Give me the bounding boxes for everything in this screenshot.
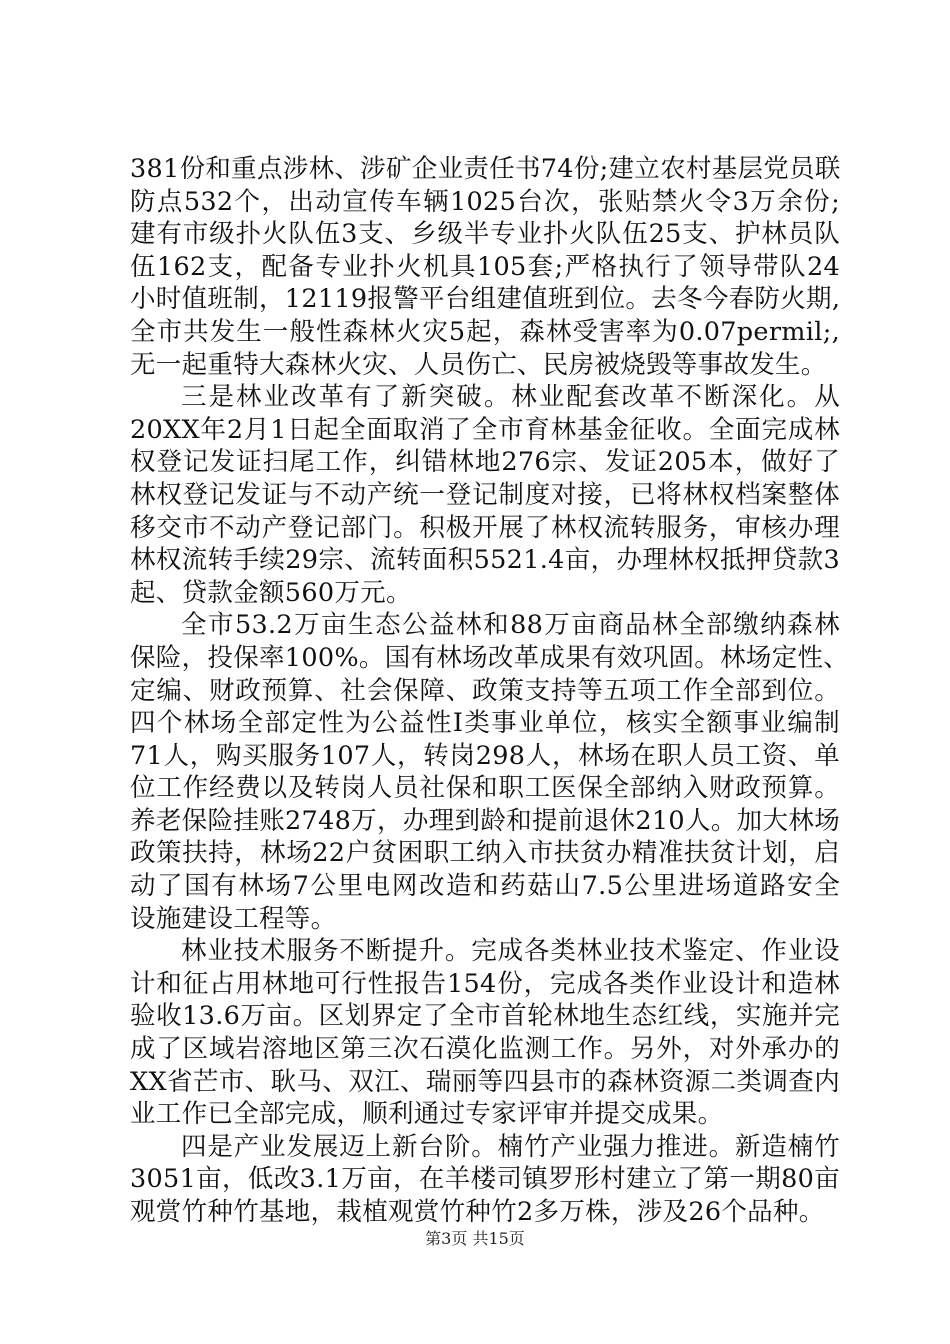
text-line: 起、贷款金额560万元。 — [130, 577, 412, 608]
text-line: 成了区域岩溶地区第三次石漠化监测工作。另外，对外承办的 — [130, 1034, 840, 1065]
text-line: 位工作经费以及转岗人员社保和职工医保全部纳入财政预算。 — [130, 773, 840, 804]
text-line: 三是林业改革有了新突破。林业配套改革不断深化。从 — [181, 382, 840, 413]
text-line: 政策扶持，林场22户贫困职工纳入市扶贫办精准扶贫计划，启 — [130, 838, 840, 869]
text-line: 动了国有林场7公里电网改造和药菇山7.5公里进场道路安全 — [130, 871, 840, 902]
text-line: 定编、财政预算、社会保障、政策支持等五项工作全部到位。 — [130, 675, 840, 706]
text-line: 四个林场全部定性为公益性Ⅰ类事业单位，核实全额事业编制 — [130, 708, 840, 739]
text-line: 林权登记发证与不动产统一登记制度对接，已将林权档案整体 — [130, 479, 840, 510]
paragraph — [130, 609, 850, 935]
paragraph — [130, 381, 840, 609]
text-line: 移交市不动产登记部门。积极开展了林权流转服务，审核办理 — [130, 512, 840, 543]
text-line: 验收13.6万亩。区划界定了全市首轮林地生态红线，实施并完 — [130, 1001, 840, 1032]
text-line: 观赏竹种竹基地，栽植观赏竹种竹2多万株，涉及26个品种。 — [130, 1197, 825, 1227]
text-line: 小时值班制，12119报警平台组建值班到位。去冬今春防火期, — [130, 284, 841, 315]
text-line: XX省芒市、耿马、双江、瑞丽等四县市的森林资源二类调查内 — [130, 1066, 840, 1097]
paragraph — [130, 153, 840, 381]
text-line: 计和征占用林地可行性报告154份，完成各类作业设计和造林 — [130, 968, 840, 999]
text-line: 全市共发生一般性森林火灾5起，森林受害率为0.07permil;, — [130, 316, 840, 347]
text-line: 3051亩，低改3.1万亩，在羊楼司镇罗形村建立了第一期80亩 — [130, 1164, 840, 1195]
text-line: 林业技术服务不断提升。完成各类林业技术鉴定、作业设 — [181, 936, 840, 967]
paragraph — [130, 1131, 840, 1229]
document-body — [130, 153, 850, 1229]
text-line: 381份和重点涉林、涉矿企业责任书74份;建立农村基层党员联 — [130, 154, 841, 184]
text-line: 建有市级扑火队伍3支、乡级半专业扑火队伍25支、护林员队 — [130, 219, 840, 250]
text-line: 防点532个，出动宣传车辆1025台次，张贴禁火令3万余份; — [130, 186, 840, 217]
text-line: 设施建设工程等。 — [130, 903, 337, 934]
text-line: 71人，购买服务107人，转岗298人，林场在职人员工资、单 — [130, 740, 840, 771]
text-line: 无一起重特大森林火灾、人员伤亡、民房被烧毁等事故发生。 — [130, 349, 827, 380]
text-line: 20XX年2月1日起全面取消了全市育林基金征收。全面完成林 — [130, 414, 840, 445]
text-line: 伍162支，配备专业扑火机具105套;严格执行了领导带队24 — [130, 251, 840, 282]
page-footer — [0, 1226, 950, 1249]
text-line: 全市53.2万亩生态公益林和88万亩商品林全部缴纳森林 — [181, 610, 840, 641]
text-line: 养老保险挂账2748万，办理到龄和提前退休210人。加大林场 — [130, 805, 840, 836]
text-line: 四是产业发展迈上新台阶。楠竹产业强力推进。新造楠竹 — [181, 1131, 840, 1162]
page-number: 第3页 共15页 — [425, 1229, 525, 1248]
text-line: 保险，投保率100%。国有林场改革成果有效巩固。林场定性、 — [130, 642, 850, 673]
text-line: 林权流转手续29宗、流转面积5521.4亩，办理林权抵押贷款3 — [130, 545, 840, 576]
paragraph — [130, 935, 840, 1131]
text-line: 权登记发证扫尾工作，纠错林地276宗、发证205本，做好了 — [130, 447, 840, 478]
text-line: 业工作已全部完成，顺利通过专家评审并提交成果。 — [130, 1099, 724, 1130]
